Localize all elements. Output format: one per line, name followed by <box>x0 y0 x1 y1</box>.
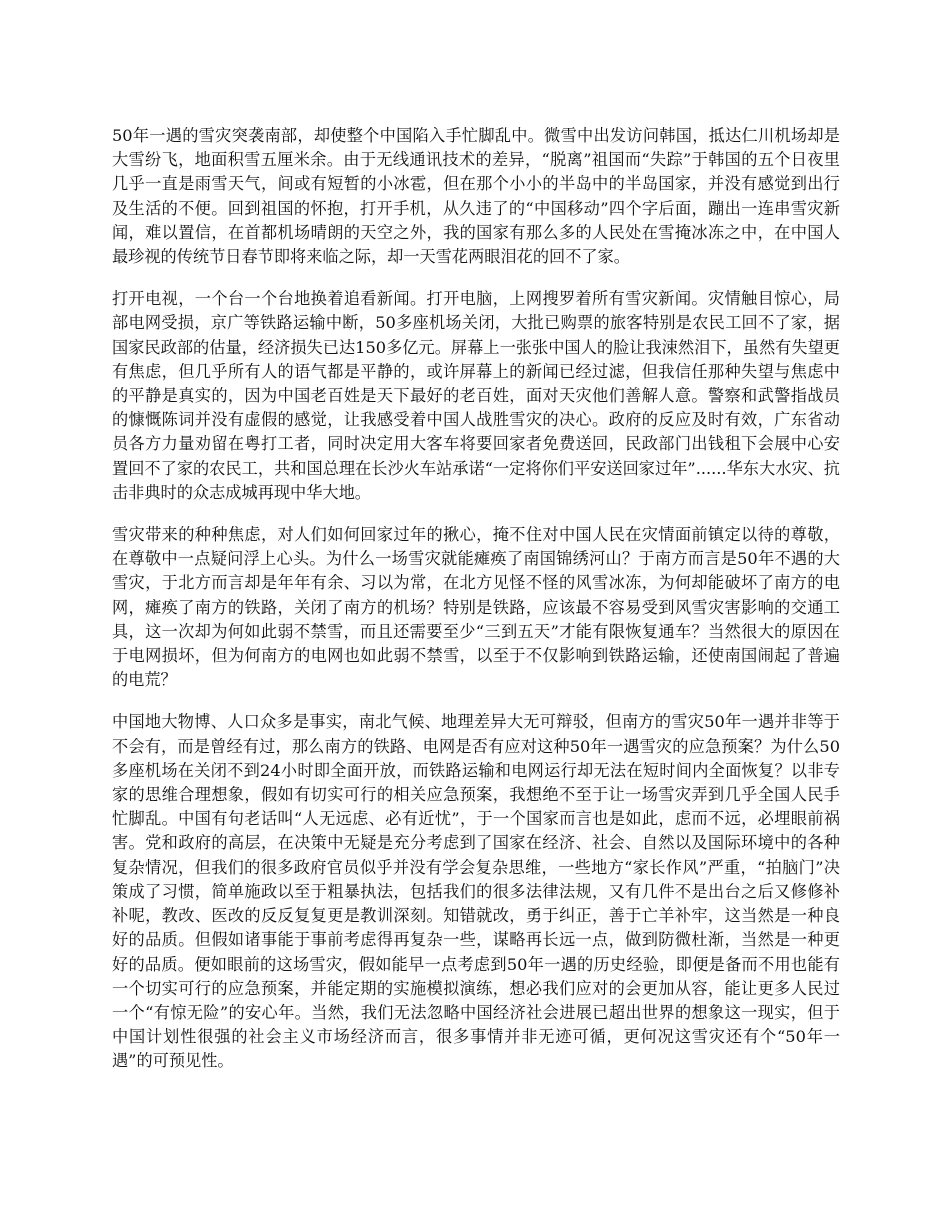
article-body <box>112 124 840 1092</box>
paragraph-4: 中国地大物博、人口众多是事实，南北气候、地理差异大无可辩驳，但南方的雪灾50年一遇并非等于不会有，而是曾经有过，那么南方的铁路、电网是否有应对这种50年一遇雪灾的应急预案？为什么50多座机场在关闭不到24小时即全面开放，而铁路运输和电网运行却无法在短时间内全面恢复？以非专家的思维合理想象，假如有切实可行的相关应急预案，我想绝不至于让一场雪灾弄到几乎全国人民手忙脚乱。中国有句老话叫“人无远虑、必有近忧”，于一个国家而言也是如此，虑而不远，必埋眼前祸害。党和政府的高层，在决策中无疑是充分考虑到了国家在经济、社会、自然以及国际环境中的各种复杂情况，但我们的很多政府官员似乎并没有学会复杂思维，一些地方“家长作风”严重，“拍脑门”决策成了习惯，简单施政以至于粗暴执法，包括我们的很多法律法规，又有几件不是出台之后又修修补补呢，教改、医改的反反复复更是教训深刻。知错就改，勇于纠正，善于亡羊补牢，这当然是一种良好的品质。但假如诸事能于事前考虑得再复杂一些，谋略再长远一点，做到防微杜渐，当然是一种更好的品质。便如眼前的这场雪灾，假如能早一点考虑到50年一遇的历史经验，即便是备而不用也能有一个切实可行的应急预案，并能定期的实施模拟演练，想必我们应对的会更加从容，能让更多人民过一个“有惊无险”的安心年。当然，我们无法忽略中国经济社会进展已超出世界的想象这一现实，但于中国计划性很强的社会主义市场经济而言，很多事情并非无迹可循，更何况这雪灾还有个“50年一遇”的可预见性。 <box>112 712 840 1071</box>
paragraph-3: 雪灾带来的种种焦虑，对人们如何回家过年的揪心，掩不住对中国人民在灾情面前镇定以待的尊敬，在尊敬中一点疑问浮上心头。为什么一场雪灾就能瘫痪了南国锦绣河山？于南方而言是50年不遇的大雪灾，于北方而言却是年年有余、习以为常，在北方见怪不怪的风雪冰冻，为何却能破坏了南方的电网，瘫痪了南方的铁路，关闭了南方的机场？特别是铁路，应该最不容易受到风雪灾害影响的交通工具，这一次却为何如此弱不禁雪，而且还需要至少“三到五天”才能有限恢复通车？当然很大的原因在于电网损坏，但为何南方的电网也如此弱不禁雪，以至于不仅影响到铁路运输，还使南国闹起了普遍的电荒？ <box>112 525 840 690</box>
paragraph-2: 打开电视，一个台一个台地换着追看新闻。打开电脑，上网搜罗着所有雪灾新闻。灾情触目惊心，局部电网受损，京广等铁路运输中断，50多座机场关闭，大批已购票的旅客特别是农民工回不了家，据国家民政部的估量，经济损失已达150多亿元。屏幕上一张张中国人的脸让我涑然泪下，虽然有失望更有焦虑，但几乎所有人的语气都是平静的，或许屏幕上的新闻已经过滤，但我信任那种失望与焦虑中的平静是真实的，因为中国老百姓是天下最好的老百姓，面对天灾他们善解人意。警察和武警指战员的慷慨陈词并没有虚假的感觉，让我感受着中国人战胜雪灾的决心。政府的反应及时有效，广东省动员各方力量劝留在粤打工者，同时决定用大客车将要回家者免费送回，民政部门出钱租下会展中心安置回不了家的农民工，共和国总理在长沙火车站承诺“一定将你们平安送回家过年”......华东大水灾、抗击非典时的众志成城再现中华大地。 <box>112 289 840 502</box>
paragraph-1: 50年一遇的雪灾突袭南部，却使整个中国陷入手忙脚乱中。微雪中出发访问韩国，抵达仁川机场却是大雪纷飞，地面积雪五厘米余。由于无线通讯技术的差异，“脱离”祖国而“失踪”于韩国的五个日夜里几乎一直是雨雪天气，间或有短暂的小冰雹，但在那个小小的半岛中的半岛国家，并没有感觉到出行及生活的不便。回到祖国的怀抱，打开手机，从久违了的“中国移动”四个字后面，蹦出一连串雪灾新闻，难以置信，在首都机场晴朗的天空之外，我的国家有那么多的人民处在雪掩冰冻之中，在中国人最珍视的传统节日春节即将来临之际，却一天雪花两眼泪花的回不了家。 <box>112 126 840 267</box>
